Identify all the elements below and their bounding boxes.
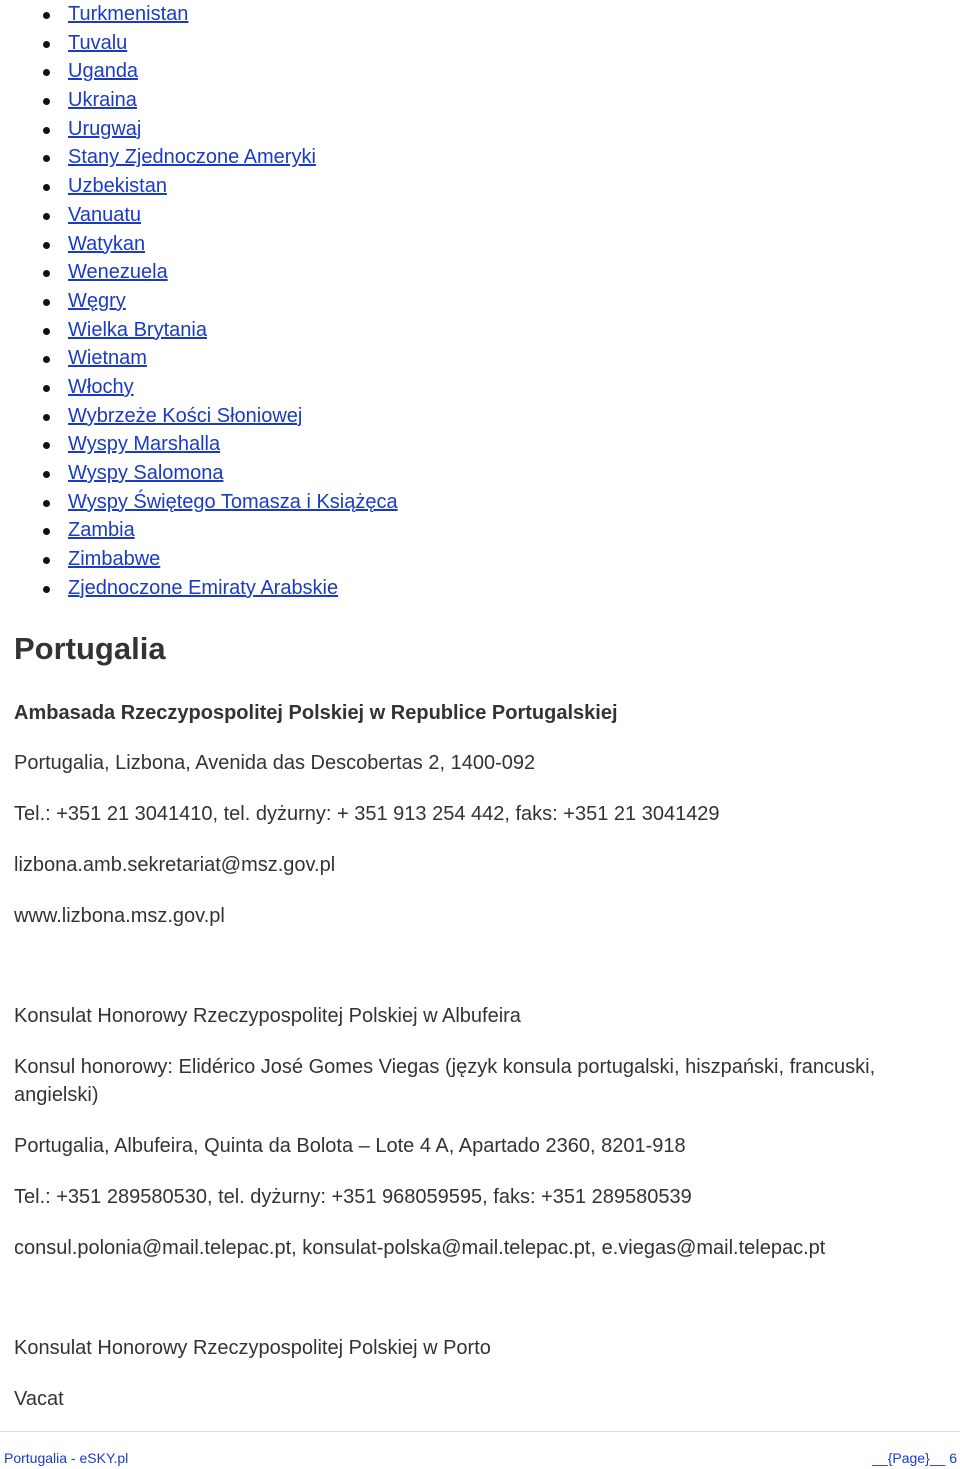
country-list-item [0, 574, 398, 603]
bullet-icon [43, 98, 50, 105]
country-link[interactable]: Zjednoczone Emiraty Arabskie [68, 576, 339, 599]
footer-source-label: Portugalia - eSKY.pl [4, 1450, 129, 1466]
embassy-title: Ambasada Rzeczypospolitej Polskiej w Republice Portugalskiej [14, 702, 618, 724]
country-list-item [0, 0, 398, 29]
country-link[interactable]: Wielka Brytania [68, 318, 207, 341]
country-link[interactable]: Urugwaj [68, 117, 142, 140]
country-link-list [0, 0, 398, 602]
country-list-item [0, 459, 398, 488]
country-link[interactable]: Wietnam [68, 347, 147, 370]
bullet-icon [43, 442, 50, 449]
bullet-icon [43, 500, 50, 507]
consulate-albufeira-consul: Konsul honorowy: Elidérico José Gomes Viegas (język konsula portugalski, hiszpański, francuski, angielski) [14, 1056, 876, 1106]
bullet-icon [43, 12, 50, 19]
page-title: Portugalia [14, 631, 166, 666]
bullet-icon [43, 299, 50, 306]
country-list-item [0, 430, 398, 459]
country-list-item [0, 287, 398, 316]
bullet-icon [43, 471, 50, 478]
country-link[interactable]: Tuvalu [68, 31, 128, 54]
consulate-albufeira-address: Portugalia, Albufeira, Quinta da Bolota – Lote 4 A, Apartado 2360, 8201-918 [14, 1135, 686, 1157]
bullet-icon [43, 270, 50, 277]
embassy-address: Portugalia, Lizbona, Avenida das Descobertas 2, 1400-092 [14, 752, 536, 774]
country-link[interactable]: Vanuatu [68, 203, 142, 226]
country-link[interactable]: Wyspy Marshalla [68, 433, 221, 456]
embassy-phones: Tel.: +351 21 3041410, tel. dyżurny: + 351 913 254 442, faks: +351 21 3041429 [14, 803, 720, 825]
bullet-icon [43, 328, 50, 335]
country-link[interactable]: Zambia [68, 519, 135, 542]
country-link[interactable]: Włochy [68, 375, 134, 398]
country-list-item [0, 258, 398, 287]
country-list-item [0, 230, 398, 259]
country-link[interactable]: Zimbabwe [68, 548, 161, 571]
bullet-icon [43, 155, 50, 162]
bullet-icon [43, 586, 50, 593]
bullet-icon [43, 242, 50, 249]
consulate-porto-status: Vacat [14, 1388, 64, 1410]
bullet-icon [43, 528, 50, 535]
embassy-email: lizbona.amb.sekretariat@msz.gov.pl [14, 854, 336, 876]
country-list-item [0, 516, 398, 545]
bullet-icon [43, 184, 50, 191]
country-list-item [0, 402, 398, 431]
bullet-icon [43, 385, 50, 392]
consulate-albufeira-emails: consul.polonia@mail.telepac.pt, konsulat-polska@mail.telepac.pt, e.viegas@mail.telepac.pt [14, 1237, 826, 1259]
country-link[interactable]: Węgry [68, 289, 126, 312]
country-list-item [0, 316, 398, 345]
consulate-albufeira-phones: Tel.: +351 289580530, tel. dyżurny: +351 968059595, faks: +351 289580539 [14, 1186, 692, 1208]
country-list-item [0, 143, 398, 172]
country-link[interactable]: Wyspy Salomona [68, 462, 224, 484]
country-link[interactable]: Wybrzeże Kości Słoniowej [68, 404, 303, 427]
country-list-item [0, 373, 398, 402]
country-list-item [0, 545, 398, 574]
country-link[interactable]: Ukraina [68, 89, 137, 112]
country-list-item [0, 29, 398, 58]
country-link[interactable]: Uzbekistan [68, 175, 167, 198]
bullet-icon [43, 356, 50, 363]
country-list-item [0, 172, 398, 201]
consulate-porto-title: Konsulat Honorowy Rzeczypospolitej Polskiej w Porto [14, 1337, 491, 1359]
country-list-item [0, 115, 398, 144]
country-link[interactable]: Wyspy Świętego Tomasza i Książęca [68, 490, 398, 513]
bullet-icon [43, 414, 50, 421]
country-list-item [0, 86, 398, 115]
country-link[interactable]: Turkmenistan [68, 3, 189, 25]
country-list-item [0, 344, 398, 373]
country-link[interactable]: Wenezuela [68, 261, 168, 284]
country-list-item [0, 57, 398, 86]
bullet-icon [43, 69, 50, 76]
consulate-albufeira-title: Konsulat Honorowy Rzeczypospolitej Polskiej w Albufeira [14, 1005, 521, 1027]
country-list-item [0, 488, 398, 517]
country-link[interactable]: Stany Zjednoczone Ameryki [68, 146, 316, 169]
footer-page-number: __{Page}__ 6 [872, 1450, 957, 1466]
bullet-icon [43, 127, 50, 134]
bullet-icon [43, 557, 50, 564]
country-link[interactable]: Watykan [68, 232, 146, 255]
bullet-icon [43, 41, 50, 48]
country-link[interactable]: Uganda [68, 60, 139, 83]
footer-divider [0, 1431, 960, 1432]
bullet-icon [43, 213, 50, 220]
embassy-website: www.lizbona.msz.gov.pl [14, 905, 225, 927]
country-list-item [0, 201, 398, 230]
